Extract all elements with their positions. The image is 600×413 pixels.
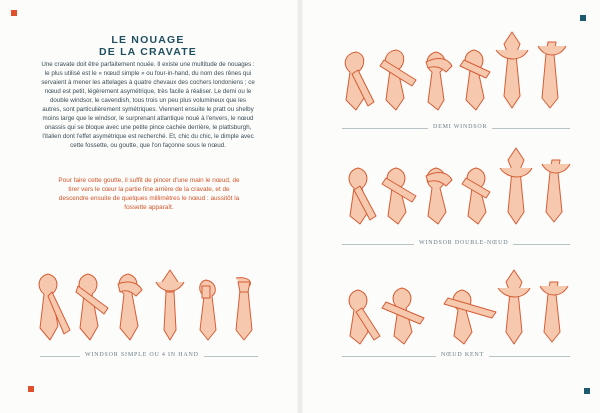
corner-marker-top-right: [580, 15, 586, 21]
knot-label-noeud-kent: NŒUD KENT: [436, 352, 489, 358]
knot-label-windsor-simple: WINDSOR SIMPLE OU 4 IN HAND: [80, 352, 204, 358]
tie-illustration-icon: [340, 268, 580, 346]
corner-marker-bottom-left: [28, 386, 34, 392]
tie-steps-windsor-simple: [30, 268, 270, 344]
book-gutter: [297, 0, 303, 413]
knot-label-demi-windsor: DEMI WINDSOR: [428, 124, 492, 130]
highlight-paragraph-text: Pour faire cette goutte, il suffit de pincer d'une main le nœud, de tirer vers le cœur la partie fine arrière de la cravate, et de descendre ensuite de quelques millimètres le nœud : aussitôt la fossette apparaît.: [58, 177, 240, 211]
tie-steps-demi-windsor: [334, 30, 584, 112]
tie-steps-noeud-kent: [340, 268, 580, 346]
body-paragraph: [40, 60, 256, 150]
knot-label-windsor-double-noeud: WINDSOR DOUBLE-NŒUD: [414, 240, 513, 246]
page-title-line-2: DE LA CRAVATE: [98, 46, 198, 58]
corner-marker-bottom-right: [584, 388, 590, 394]
body-paragraph-text: Une cravate doit être parfaitement nouée. Il existe une multitude de nouages : le plus utilisé est le « nœud simple » ou four-in-hand, du nom des rênes qui servaient à mener les attelages à quatre chevaux des cochers londoniens ; ce nœud est petit, légèrement asymétrique, très facile à réaliser. Le demi ou le double windsor, le cavendish, tous trois un peu plus volumineux que les autres, sont particulièrement symétriques. Viennent ensuite le pratt ou shelby moins large que le windsor, le surprenant atlantique noué à l'envers, le nœud onassis qui se bloque avec une petite pince cachée derrière, le plattsburgh, l'italien dont l'effet asymétrique est recherché. Et, chic du chic, le dimple avec cette fossette, ou goutte, que l'on façonne sous le nœud.: [41, 61, 255, 149]
tie-illustration-icon: [334, 30, 584, 112]
tie-illustration-icon: [30, 268, 270, 344]
tie-illustration-icon: [340, 146, 580, 226]
highlight-paragraph: [56, 176, 242, 212]
tie-steps-windsor-double-noeud: [340, 146, 580, 226]
page-title-line-1: LE NOUAGE: [111, 34, 185, 46]
page-title: [40, 34, 256, 58]
corner-marker-top-left: [11, 10, 17, 16]
